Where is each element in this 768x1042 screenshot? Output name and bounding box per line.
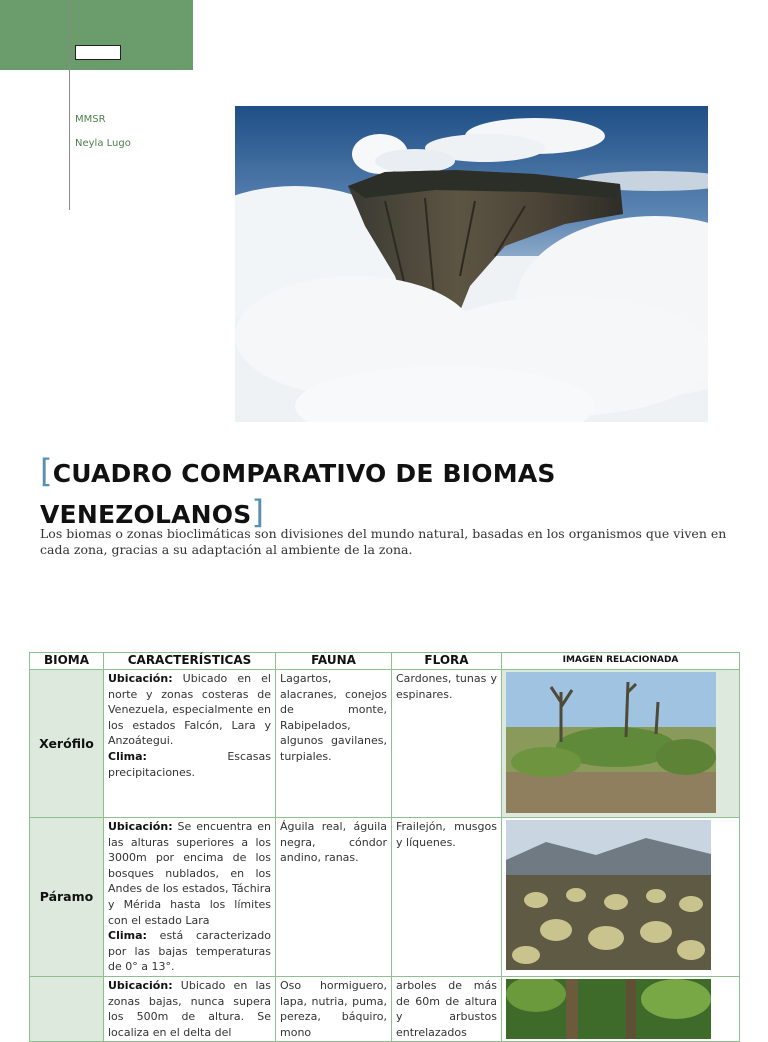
title-open-bracket: [ <box>40 452 53 490</box>
bioma-name: Páramo <box>30 818 104 977</box>
clima-label: Clima: <box>108 749 147 763</box>
table-row <box>30 670 740 818</box>
intro-paragraph: Los biomas o zonas bioclimáticas son divisiones del mundo natural, basadas en los organismos que viven en cada zona, gracias a su adaptación al ambiente de la zona. <box>40 526 727 557</box>
ubicacion-text: Ubicado en las zonas bajas, nunca supera los 500m de altura. Se localiza en el delta del <box>108 978 271 1039</box>
header-fauna: FAUNA <box>276 653 392 670</box>
table-row <box>30 976 740 1041</box>
flora-cell: Cardones, tunas y espinares. <box>392 670 502 818</box>
title-line-1: CUADRO COMPARATIVO DE BIOMAS <box>52 459 556 488</box>
xerofilo-photo <box>506 672 716 813</box>
ubicacion-text: Se encuentra en las alturas superiores a los 3000m por encima de los bosques nublados, en los Andes de los estados, Táchira y Mérida hasta los límites con el estado Lara <box>108 820 271 927</box>
ubicacion-label: Ubicación: <box>108 820 173 833</box>
title-line-2: VENEZOLANOS <box>40 500 252 529</box>
xerofilo-image-cell <box>502 670 740 818</box>
clima-text: Escasas precipitaciones. <box>108 749 271 779</box>
caracteristicas-cell <box>104 976 276 1041</box>
author-org: MMSR <box>75 114 106 125</box>
biomes-table <box>29 652 740 1042</box>
tepui-photo <box>235 106 708 422</box>
flora-cell: Frailejón, musgos y líquenes. <box>392 818 502 977</box>
header-bioma: BIOMA <box>30 653 104 670</box>
fauna-cell: Águila real, águila negra, cóndor andino, ranas. <box>276 818 392 977</box>
selva-photo <box>506 979 711 1039</box>
header-flora: FLORA <box>392 653 502 670</box>
title-close-bracket: ] <box>251 493 265 531</box>
caracteristicas-cell <box>104 818 276 977</box>
table-row <box>30 818 740 977</box>
header-accent-block <box>0 0 193 70</box>
table-header-row <box>30 653 740 670</box>
flora-cell: arboles de más de 60m de altura y arbustos entrelazados <box>392 976 502 1041</box>
ubicacion-text: Ubicado en el norte y zonas costeras de Venezuela, especialmente en los estados Falcón, Lara y Anzoátegui. <box>108 672 271 748</box>
clima-label: Clima: <box>108 929 147 943</box>
author-name: Neyla Lugo <box>75 138 131 149</box>
fauna-cell: Lagartos, alacranes, conejos de monte, Rabipelados, algunos gavilanes, turpiales. <box>276 670 392 818</box>
sidebar-divider <box>69 0 70 210</box>
bioma-name: Xerófilo <box>30 670 104 818</box>
header-white-box <box>75 45 121 60</box>
clima-text: está caracterizado por las bajas temperaturas de 0° a 13°. <box>108 929 271 974</box>
selva-image-cell <box>502 976 740 1041</box>
bioma-name <box>30 976 104 1041</box>
paramo-photo <box>506 820 711 970</box>
header-caracteristicas: CARACTERÍSTICAS <box>104 653 276 670</box>
document-title <box>40 452 740 534</box>
paramo-image-cell <box>502 818 740 977</box>
ubicacion-label: Ubicación: <box>108 672 173 685</box>
header-imagen: IMAGEN RELACIONADA <box>502 653 740 670</box>
caracteristicas-cell <box>104 670 276 818</box>
ubicacion-label: Ubicación: <box>108 978 173 992</box>
fauna-cell: Oso hormiguero, lapa, nutria, puma, pereza, báquiro, mono <box>276 976 392 1041</box>
